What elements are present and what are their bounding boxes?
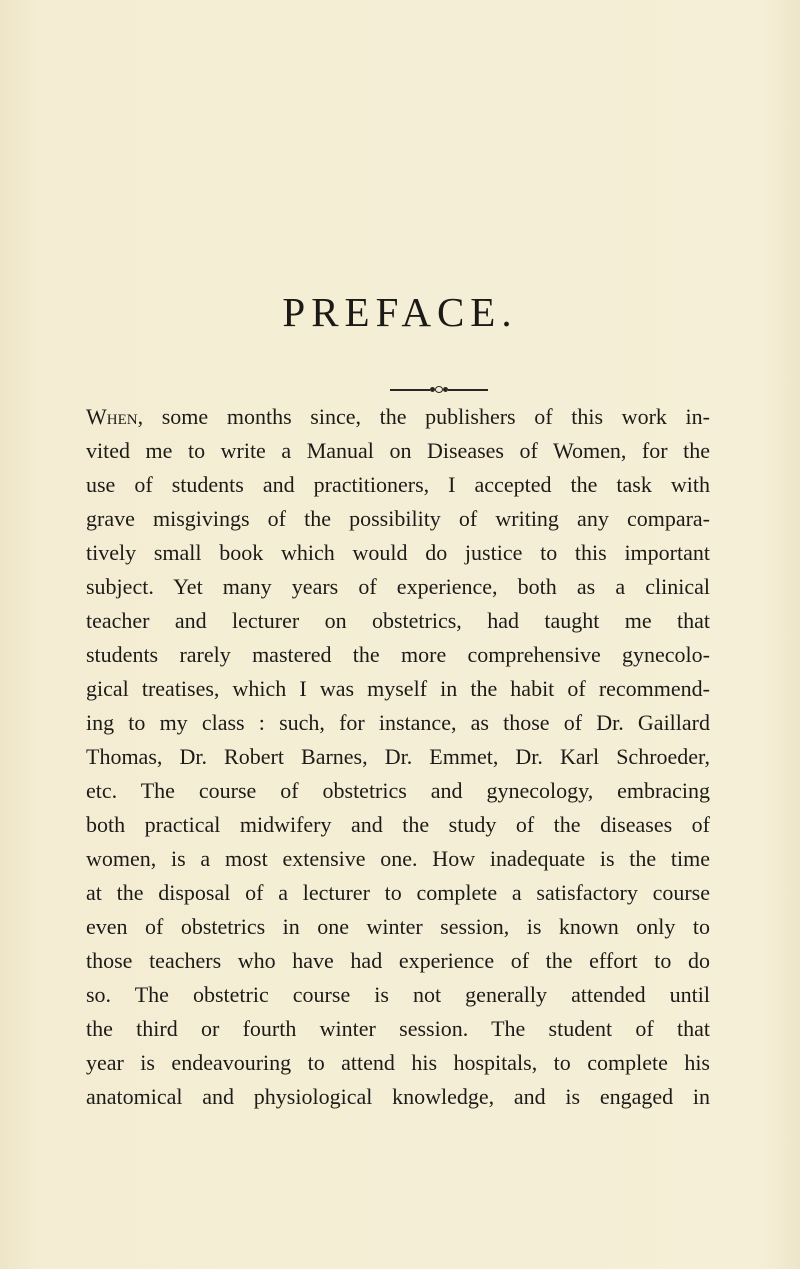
text-line: teacher and lecturer on obstetrics, had taught me that <box>86 608 710 633</box>
decorative-divider <box>390 385 488 395</box>
text-line: women, is a most extensive one. How inadequate is the time <box>86 846 710 871</box>
text-line <box>86 400 710 434</box>
text-line: grave misgivings of the possibility of writing any compara- <box>86 506 710 531</box>
text-line: gical treatises, which I was myself in the habit of recommend- <box>86 676 710 701</box>
text-line: those teachers who have had experience of the effort to do <box>86 948 710 973</box>
text-line: vited me to write a Manual on Diseases of Women, for the <box>86 438 710 463</box>
text-line: at the disposal of a lecturer to complete a satisfactory course <box>86 880 710 905</box>
text-line: even of obstetrics in one winter session, is known only to <box>86 914 710 939</box>
text-line: etc. The course of obstetrics and gynecology, embracing <box>86 778 710 803</box>
text-line: anatomical and physiological knowledge, and is engaged in <box>86 1084 710 1109</box>
text-line: year is endeavouring to attend his hospitals, to complete his <box>86 1050 710 1075</box>
text-line: students rarely mastered the more comprehensive gynecolo- <box>86 642 710 667</box>
text-line: use of students and practitioners, I accepted the task with <box>86 472 710 497</box>
text-line: subject. Yet many years of experience, both as a clinical <box>86 574 710 599</box>
text-line: Thomas, Dr. Robert Barnes, Dr. Emmet, Dr. Karl Schroeder, <box>86 744 710 769</box>
divider-rule-right <box>448 389 488 391</box>
text-line: both practical midwifery and the study of the diseases of <box>86 812 710 837</box>
text-line: so. The obstetric course is not generally attended until <box>86 982 710 1007</box>
divider-rule-left <box>390 389 430 391</box>
text-line: ing to my class : such, for instance, as those of Dr. Gaillard <box>86 710 710 735</box>
opening-word: When, <box>86 404 144 429</box>
text-line: the third or fourth winter session. The student of that <box>86 1016 710 1041</box>
page-title: PREFACE. <box>282 289 518 335</box>
line-text: some months since, the publishers of this work in- <box>143 404 710 429</box>
divider-ring <box>435 386 443 393</box>
text-line: tively small book which would do justice to this important <box>86 540 710 565</box>
